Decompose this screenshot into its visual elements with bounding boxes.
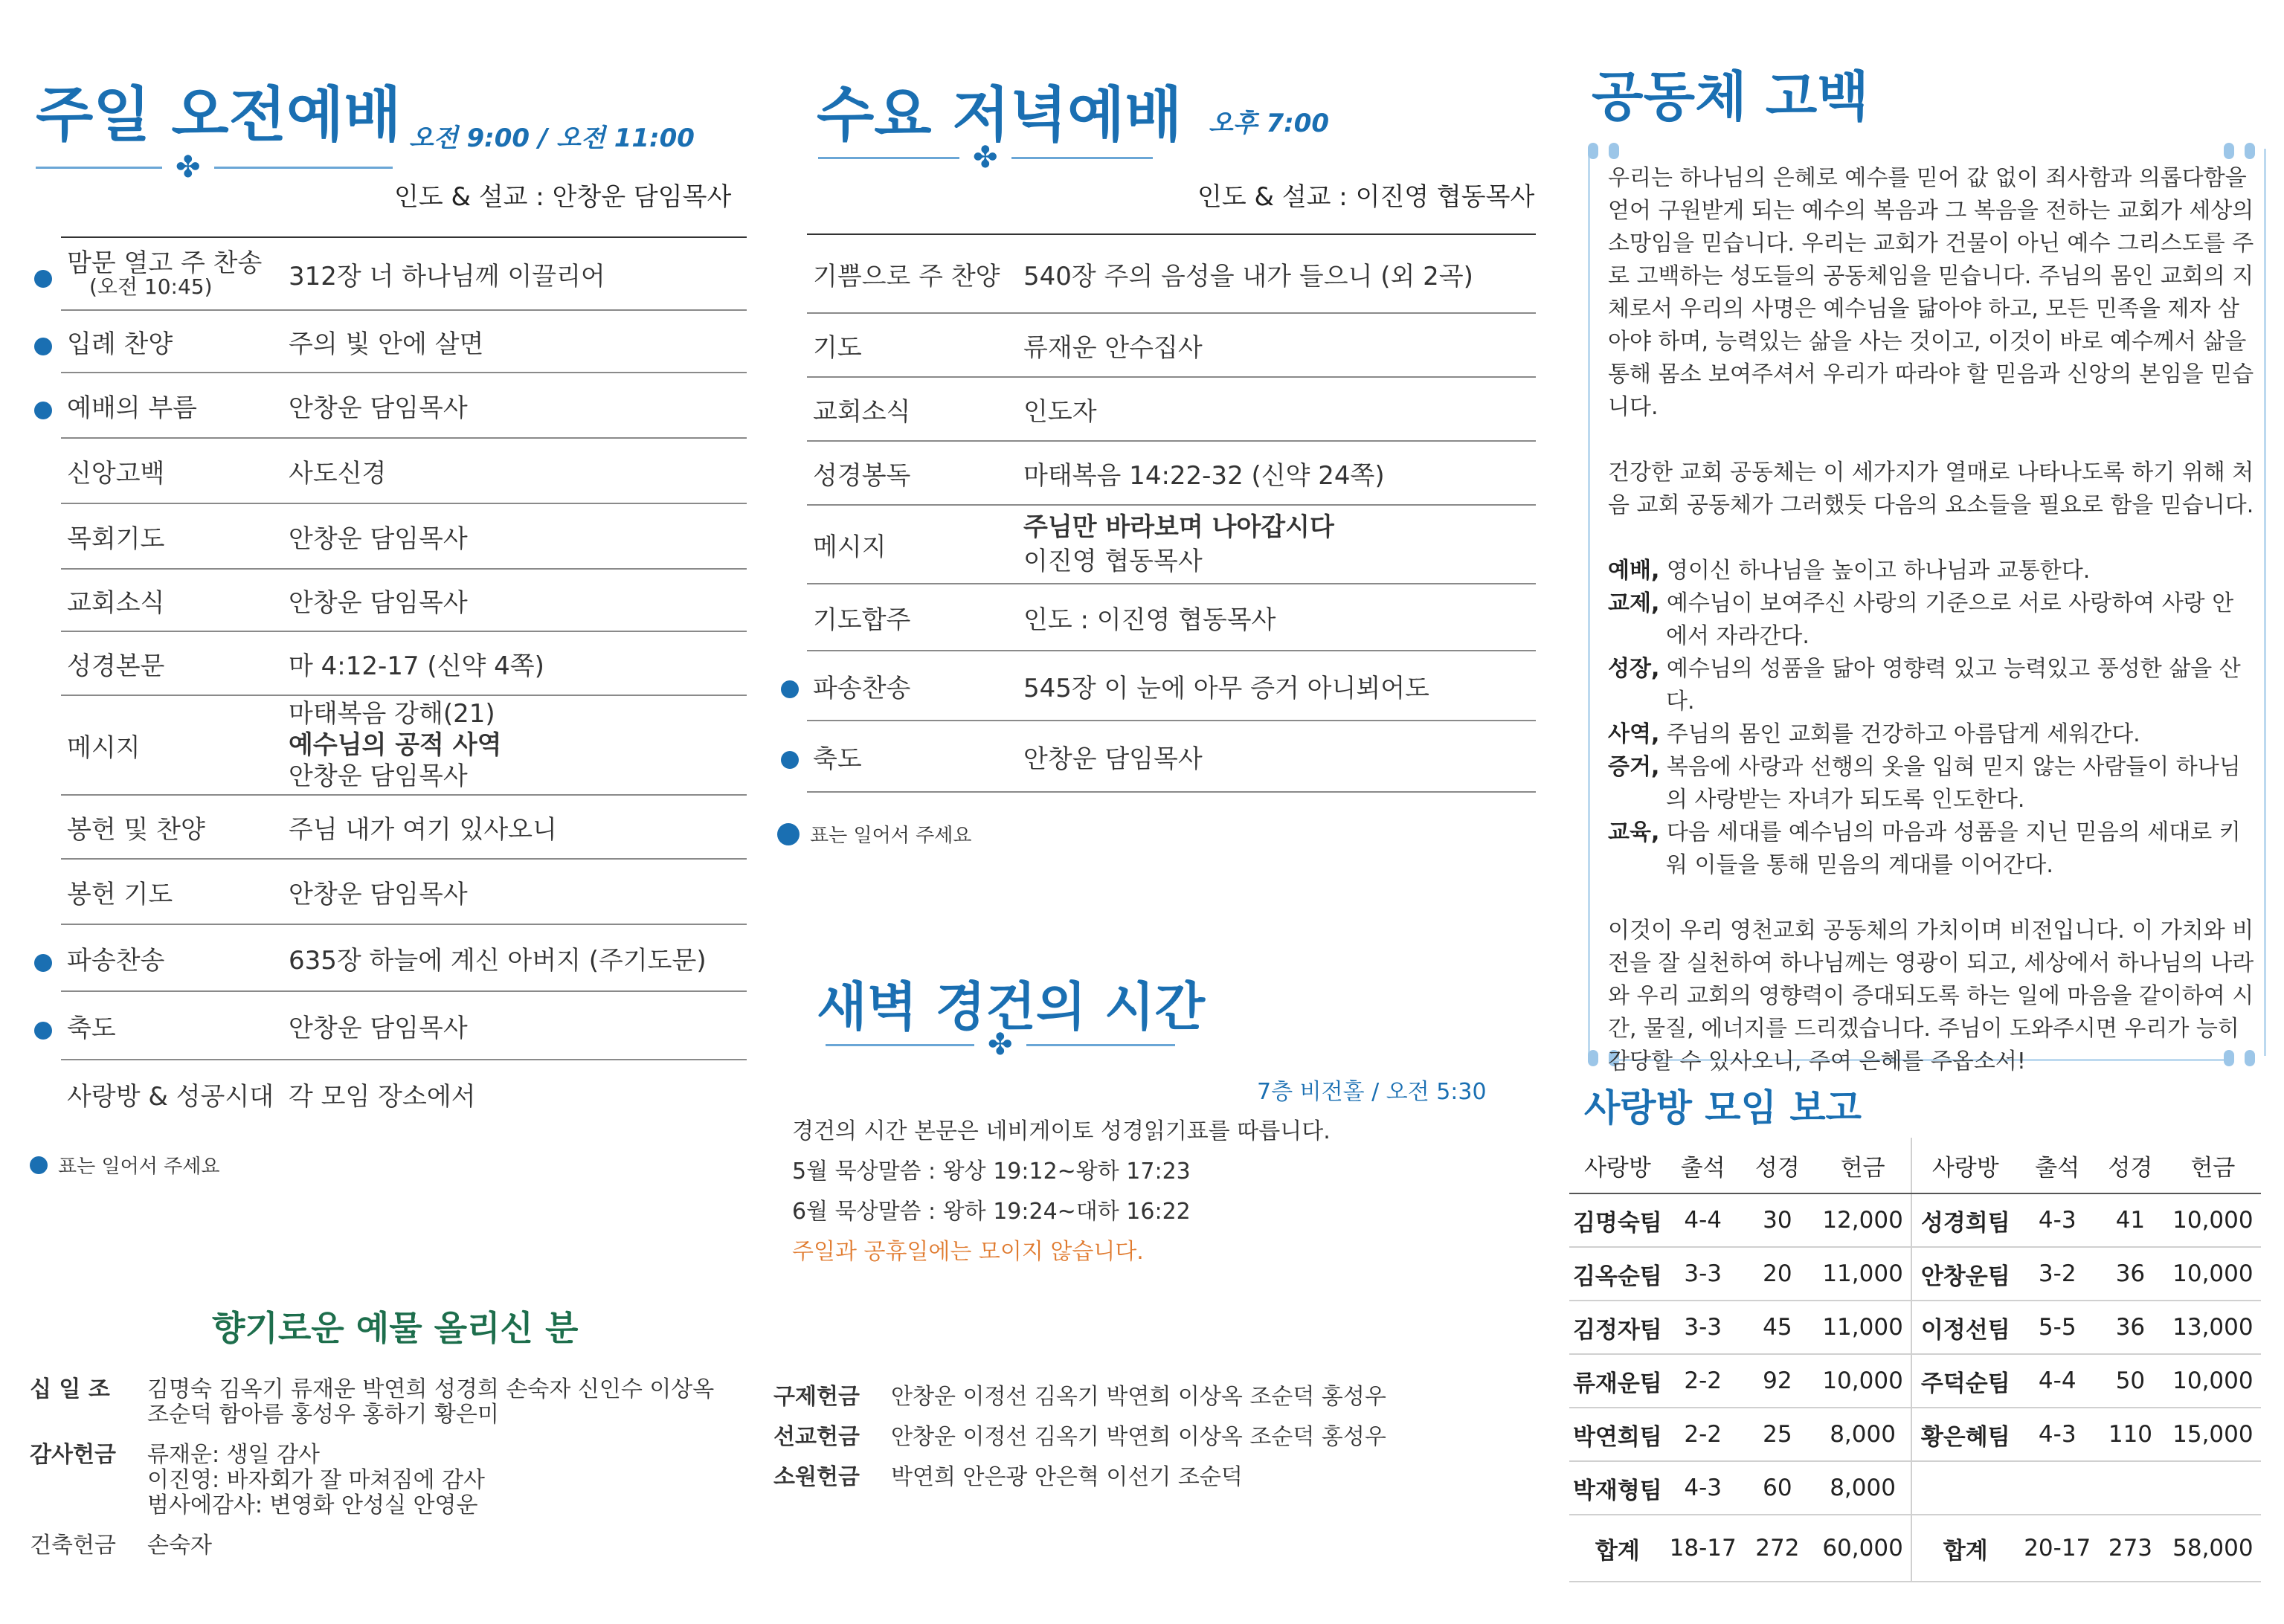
report-cell: 4-3 [2018,1408,2096,1461]
order-row [61,373,747,438]
order-item [61,237,283,310]
wednesday-order-table [807,233,1536,793]
stand-bullet-icon [34,270,52,288]
order-row [61,503,747,569]
report-cell: 4-4 [1666,1193,1740,1247]
report-cell: 2-2 [1666,1408,1740,1461]
sunday-stand-note [30,1151,219,1179]
order-item [61,503,283,569]
confession-item [1608,653,2255,718]
order-row [61,695,747,795]
order-content-line: 545장 이 눈에 아무 증거 아니뵈어도 [1023,673,1429,703]
dawn-line: 경건의 시간 본문은 네비게이토 성경읽기표를 따릅니다. [792,1118,1331,1144]
report-cell: 30 [1740,1193,1815,1247]
report-header-cell: 성경 [2096,1138,2165,1193]
report-cell: 3-2 [2018,1247,2096,1301]
report-row [1569,1354,2261,1408]
order-content-line: 635장 하늘에 계신 아버지 (주기도문) [289,945,707,976]
order-content [1017,651,1536,721]
order-item: 축도 [807,721,1017,792]
order-item [61,569,283,631]
order-row [61,569,747,631]
report-cell: 8,000 [1815,1408,1911,1461]
report-header-cell: 헌금 [1815,1138,1911,1193]
order-item-sub: (오전 10:45) [89,274,213,299]
sunday-ornament [36,152,393,182]
confession-paragraph: 우리는 하나님의 은혜로 예수를 믿어 값 없이 죄사함과 의롭다함을 얻어 구원받게 되는 예수의 복음과 그 복음을 전하는 교회가 세상의 소망임을 믿습니다. 우리는 교회가 건물이 아닌 예수 그리스도를 주로 고백하는 성도들의 공동체임을 믿습니다. 주님의 몸인 교회의 지체로서 우리의 사명은 예수님을 닮아야 하고, 모든 민족을 제자 삼아야 하며, 능력있는 삶을 사는 것이고, 이것이 바로 예수께서 삶을 통해 몸소 보여주셔서 우리가 따라야 할 믿음과 신앙의 본임을 믿습니다. [1608,165,2254,420]
order-content [283,1060,747,1128]
stand-bullet-icon [781,751,799,769]
order-content [1017,377,1536,441]
report-row [1569,1301,2261,1354]
offering-names: 류재운: 생일 감사 [147,1442,321,1468]
order-content [283,859,747,924]
confession-item [1608,555,2255,587]
confession-item [1608,587,2255,653]
report-cell: 박재형팀 [1569,1461,1666,1515]
order-item-label: 봉헌 및 찬양 [67,814,205,845]
order-item: 파송찬송 [807,651,1017,721]
report-cell: 10,000 [2165,1193,2261,1247]
order-content [1017,721,1536,792]
confession-item-key: 교제, [1608,590,1660,616]
order-content [283,569,747,631]
report-cell: 12,000 [1815,1193,1911,1247]
order-content-line: 각 모임 장소에서 [289,1082,476,1112]
confession-item-text: 예수님이 보여주신 사랑의 기준으로 서로 사랑하여 사랑 안에서 자라간다. [1666,590,2234,649]
report-cell: 김명숙팀 [1569,1193,1666,1247]
offering-names: 손숙자 [147,1533,212,1559]
order-content [1017,505,1536,584]
offering-right [773,1377,1386,1498]
offering-row [773,1457,1386,1498]
report-cell: 60 [1740,1461,1815,1515]
report-cell: 36 [2096,1247,2165,1301]
report-total-cell: 합계 [1569,1515,1666,1582]
order-item [61,859,283,924]
offering-names: 안창운 이정선 김옥기 박연희 이상옥 조순덕 홍성우 [891,1384,1386,1410]
order-row [61,795,747,859]
report-table [1569,1138,2261,1582]
order-content [283,503,747,569]
report-row [1569,1193,2261,1247]
confession-item-text: 복음에 사랑과 선행의 옷을 입혀 믿지 않는 사람들이 하나님의 사랑받는 자녀가 되도록 인도한다. [1666,754,2241,813]
offering-label: 선교헌금 [773,1424,860,1450]
report-cell: 김옥순팀 [1569,1247,1666,1301]
confession-paragraph: 이것이 우리 영천교회 공동체의 가치이며 비전입니다. 이 가치와 비전을 잘 실천하여 하나님께는 영광이 되고, 세상에서 하나님의 나라와 우리 교회의 영향력이 증대되도록 하는 일에 마음을 같이하여 시간, 물질, 에너지를 드리겠습니다. 주님이 도와주시면 우리가 능히 감당할 수 있사오니, 주여 은혜를 주옵소서! [1608,918,2254,1074]
order-content-line: 540장 주의 음성을 내가 들으니 (외 2곡) [1023,261,1473,291]
note-text: 표는 일어서 주세요 [58,1156,220,1178]
order-content-line: 안창운 담임목사 [1023,744,1203,774]
clover-icon: ✤ [988,1028,1013,1062]
order-item [61,310,283,373]
order-row [61,631,747,695]
stand-bullet-icon [34,1022,52,1040]
confession-item-key: 사역, [1608,721,1660,747]
confession-paragraph: 건강한 교회 공동체는 이 세가지가 열매로 나타나도록 하기 위해 처음 교회 공동체가 그러했듯 다음의 요소들을 필요로 함을 믿습니다. [1608,460,2254,518]
order-item: 성경봉독 [807,441,1017,505]
report-cell: 3-3 [1666,1301,1740,1354]
report-cell: 45 [1740,1301,1815,1354]
order-row [61,924,747,991]
report-cell: 성경희팀 [1911,1193,2018,1247]
order-content-line: 안창운 담임목사 [289,879,468,909]
order-row [61,1060,747,1128]
offering-label: 건축헌금 [30,1533,116,1559]
report-row [1569,1461,2261,1515]
offering-row [30,1533,714,1559]
order-content [283,237,747,310]
report-cell [2096,1461,2165,1515]
order-item [61,991,283,1060]
report-cell [2018,1461,2096,1515]
offering-label: 십 일 조 [30,1376,110,1402]
offering-title: 향기로운 예물 올리신 분 [212,1308,579,1348]
report-row [1569,1247,2261,1301]
order-content [1017,441,1536,505]
dawn-notice: 주일과 공휴일에는 모이지 않습니다. [792,1239,1144,1265]
wednesday-ornament [818,143,1153,173]
report-cell: 92 [1740,1354,1815,1408]
order-content [283,310,747,373]
order-content [283,991,747,1060]
order-content [1017,234,1536,313]
order-item [61,1060,283,1128]
report-cell: 이정선팀 [1911,1301,2018,1354]
report-total-row [1569,1515,2261,1582]
report-header-cell: 성경 [1740,1138,1815,1193]
order-row [807,505,1536,584]
report-cell: 4-3 [2018,1193,2096,1247]
order-item [61,438,283,503]
report-header-cell: 사랑방 [1569,1138,1666,1193]
order-content [1017,584,1536,651]
order-item-label: 입례 찬양 [67,329,173,359]
order-content [283,373,747,438]
order-content-line: 안창운 담임목사 [289,1013,468,1043]
offering-label: 소원헌금 [773,1464,860,1490]
order-row [807,584,1536,651]
confession-item-key: 증거, [1608,754,1660,780]
order-item-label: 사랑방 & 성공시대 [67,1082,274,1112]
clover-icon: ✤ [973,141,998,175]
offering-row [773,1377,1386,1417]
order-item-label: 예배의 부름 [67,393,198,423]
order-row [61,237,747,310]
report-header-cell: 출석 [1666,1138,1740,1193]
confession-item [1608,751,2255,816]
confession-item-text: 주님의 몸인 교회를 건강하고 아름답게 세워간다. [1666,721,2140,747]
offering-label: 감사헌금 [30,1442,116,1468]
wednesday-leader: 인도 & 설교 : 이진영 협동목사 [1197,182,1535,212]
report-cell: 41 [2096,1193,2165,1247]
order-row [61,310,747,373]
report-total-cell: 273 [2096,1515,2165,1582]
report-title: 사랑방 모임 보고 [1584,1086,1862,1130]
frame-dots [1588,143,1619,159]
report-cell: 11,000 [1815,1247,1911,1301]
order-item-label: 신앙고백 [67,458,165,489]
order-item: 메시지 [807,505,1017,584]
offering-names: 박연희 안은광 안은혁 이선기 조순덕 [891,1464,1243,1490]
report-cell: 5-5 [2018,1301,2096,1354]
report-cell: 50 [2096,1354,2165,1408]
report-header-cell: 출석 [2018,1138,2096,1193]
report-cell: 10,000 [2165,1354,2261,1408]
confession-title: 공동체 고백 [1592,65,1869,128]
order-item-label: 맘문 열고 주 찬송 [67,248,263,278]
report-cell: 박연희팀 [1569,1408,1666,1461]
dawn-body [792,1112,1331,1272]
order-content-line: 마태복음 14:22-32 (신약 24쪽) [1023,460,1385,491]
dawn-ornament [826,1030,1175,1060]
report-cell: 10,000 [1815,1354,1911,1408]
dawn-place: 7층 비전홀 / 오전 5:30 [1257,1079,1487,1105]
offering-names: 범사에감사: 변영화 안성실 안영운 [147,1492,478,1518]
order-content-line: 마 4:12-17 (신약 4쪽) [289,651,544,681]
report-cell [1911,1461,2018,1515]
order-content-line: 안창운 담임목사 [289,523,468,554]
sunday-title: 주일 오전예배 [36,80,402,149]
order-content-line: 안창운 담임목사 [289,761,468,791]
report-cell: 13,000 [2165,1301,2261,1354]
order-item [61,795,283,859]
order-content [283,795,747,859]
report-cell: 주덕순팀 [1911,1354,2018,1408]
order-content [283,631,747,695]
order-item-label: 메시지 [67,732,141,763]
order-content-line: 류재운 안수집사 [1023,332,1203,363]
offering-row [30,1377,714,1428]
order-content [283,438,747,503]
stand-bullet-icon [777,823,800,845]
order-row [807,721,1536,792]
dawn-line: 6월 묵상말씀 : 왕하 19:24~대하 16:22 [792,1199,1191,1225]
report-total-cell: 20-17 [2018,1515,2096,1582]
confession-item-text: 다음 세대를 예수님의 마음과 성품을 지닌 믿음의 세대로 키워 이들을 통해 믿음의 계대를 이어간다. [1666,819,2241,878]
order-item [61,631,283,695]
order-row [807,234,1536,313]
stand-bullet-icon [30,1156,48,1174]
order-item: 기도 [807,313,1017,377]
order-content-line: 주님 내가 여기 있사오니 [289,814,557,845]
sunday-order-table [61,236,747,1128]
sunday-time: 오전 9:00 / 오전 11:00 [409,123,695,153]
order-content-line: 주님만 바라보며 나아갑시다 [1023,512,1334,542]
report-cell: 2-2 [1666,1354,1740,1408]
offering-label: 구제헌금 [773,1384,860,1410]
report-cell: 3-3 [1666,1247,1740,1301]
order-item-label: 교회소식 [67,587,165,618]
order-content-line: 312장 너 하나님께 이끌리어 [289,261,605,291]
wednesday-title: 수요 저녁예배 [817,80,1183,149]
order-content-line: 사도신경 [289,458,387,489]
order-item-label: 파송찬송 [67,945,165,976]
confession-item-key: 예배, [1608,558,1660,584]
frame-dots [2224,143,2255,159]
order-item [61,373,283,438]
order-row [61,859,747,924]
order-row [807,651,1536,721]
report-header-cell: 사랑방 [1911,1138,2018,1193]
order-content-line: 안창운 담임목사 [289,587,468,618]
wednesday-stand-note [777,820,971,848]
order-content [283,924,747,991]
report-cell: 류재운팀 [1569,1354,1666,1408]
order-item-label: 봉헌 기도 [67,879,173,909]
clover-icon: ✤ [176,150,201,184]
note-text: 표는 일어서 주세요 [810,825,972,847]
order-content-line: 인도 : 이진영 협동목사 [1023,605,1276,635]
order-row [61,438,747,503]
report-total-cell: 272 [1740,1515,1815,1582]
offering-names: 안창운 이정선 김옥기 박연희 이상옥 조순덕 홍성우 [891,1424,1386,1450]
report-total-cell: 60,000 [1815,1515,1911,1582]
order-content-line: 이진영 협동목사 [1023,547,1203,576]
order-item: 기쁨으로 주 찬양 [807,234,1017,313]
order-row [807,441,1536,505]
order-content [283,695,747,795]
order-content-line: 인도자 [1023,396,1097,427]
report-cell [2165,1461,2261,1515]
order-content-line: 주의 빛 안에 살면 [289,329,484,359]
report-total-cell: 합계 [1911,1515,2018,1582]
report-total-cell: 18-17 [1666,1515,1740,1582]
stand-bullet-icon [781,680,799,698]
report-cell: 안창운팀 [1911,1247,2018,1301]
offering-left [30,1377,714,1559]
order-item-label: 축도 [67,1013,116,1043]
report-header-cell: 헌금 [2165,1138,2261,1193]
report-cell: 11,000 [1815,1301,1911,1354]
offering-names: 김명숙 김옥기 류재운 박연희 성경희 손숙자 신인수 이상옥 [147,1376,715,1402]
report-cell: 36 [2096,1301,2165,1354]
confession-item [1608,718,2255,751]
report-cell: 황은혜팀 [1911,1408,2018,1461]
order-row [61,991,747,1060]
confession-item-key: 성장, [1608,656,1660,682]
stand-bullet-icon [34,954,52,972]
order-content [1017,313,1536,377]
order-content-line: 예수님의 공적 사역 [289,730,502,760]
offering-row [30,1443,714,1518]
stand-bullet-icon [34,338,52,355]
dawn-line: 5월 묵상말씀 : 왕상 19:12~왕하 17:23 [792,1159,1191,1185]
order-item: 교회소식 [807,377,1017,441]
confession-body [1608,162,2255,1078]
report-row [1569,1408,2261,1461]
report-cell: 8,000 [1815,1461,1911,1515]
offering-names: 조순덕 함아름 홍성우 홍하기 황은미 [147,1402,499,1428]
order-item-label: 목회기도 [67,523,165,554]
report-cell: 김정자팀 [1569,1301,1666,1354]
order-item: 기도합주 [807,584,1017,651]
confession-item-key: 교육, [1608,819,1660,845]
report-cell: 110 [2096,1408,2165,1461]
dawn-title: 새벽 경건의 시간 [817,976,1206,1037]
report-total-cell: 58,000 [2165,1515,2261,1582]
confession-item-text: 영이신 하나님을 높이고 하나님과 교통한다. [1666,558,2091,584]
report-cell: 25 [1740,1408,1815,1461]
confession-item-text: 예수님의 성품을 닮아 영향력 있고 능력있고 풍성한 삶을 산다. [1666,656,2241,715]
order-content-line: 마태복음 강해(21) [289,699,495,729]
confession-item [1608,816,2255,882]
report-cell: 4-4 [2018,1354,2096,1408]
report-cell: 4-3 [1666,1461,1740,1515]
order-content-line: 안창운 담임목사 [289,393,468,423]
order-item [61,695,283,795]
offering-row [773,1417,1386,1457]
offering-names: 이진영: 바자회가 잘 마쳐짐에 감사 [147,1467,485,1493]
sunday-leader: 인도 & 설교 : 안창운 담임목사 [394,182,732,212]
stand-bullet-icon [34,402,52,419]
order-row [807,313,1536,377]
report-cell: 20 [1740,1247,1815,1301]
report-cell: 15,000 [2165,1408,2261,1461]
order-item-label: 성경본문 [67,651,165,681]
wednesday-time: 오후 7:00 [1209,109,1330,138]
report-cell: 10,000 [2165,1247,2261,1301]
order-item [61,924,283,991]
order-row [807,377,1536,441]
